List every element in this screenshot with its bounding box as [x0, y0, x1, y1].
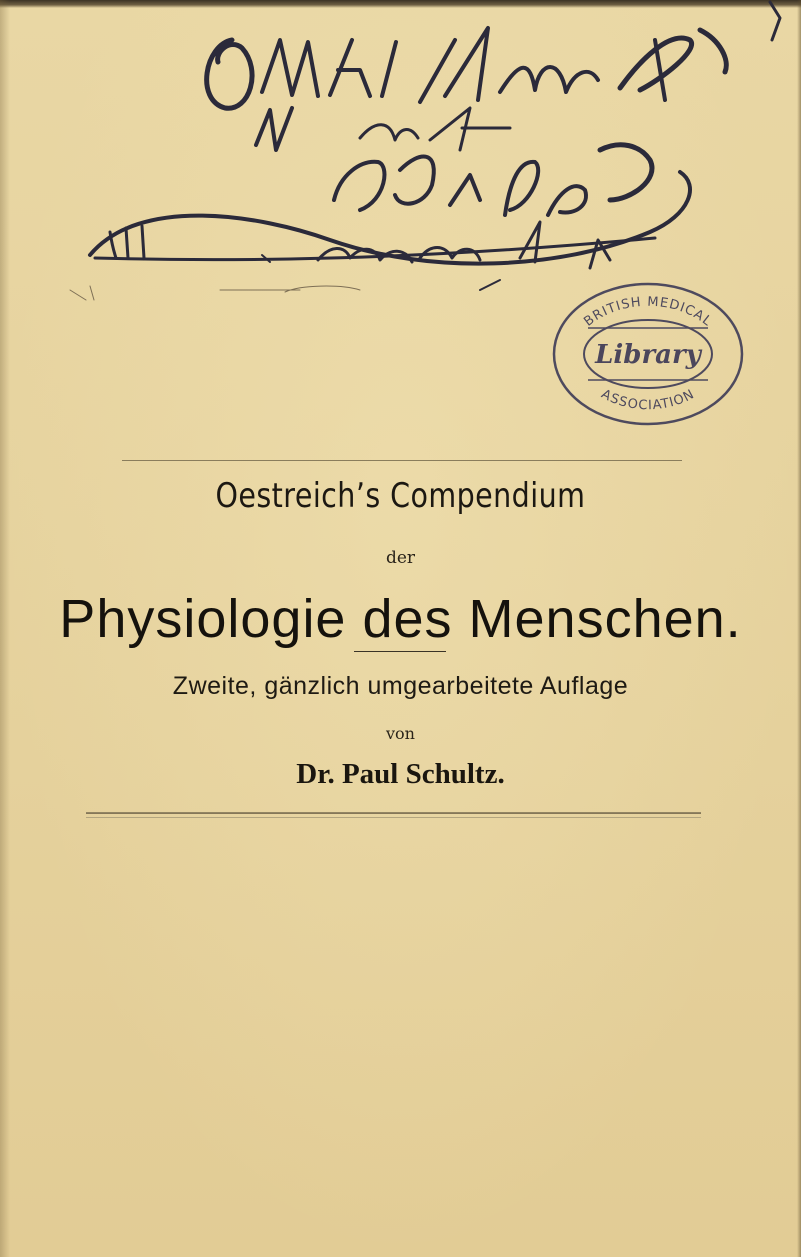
stamp-center-text: Library: [595, 340, 701, 370]
book-title: Oestreich’s Compendium: [215, 476, 586, 516]
edition-statement: Zweite, gänzlich umgearbeitete Auflage: [172, 672, 629, 700]
title-connector: der: [385, 548, 416, 568]
stamp-ring-top: BRITISH MEDICAL: [581, 294, 715, 330]
author-name: Dr. Paul Schultz.: [296, 758, 505, 790]
author-connector: von: [386, 724, 415, 743]
library-stamp: [548, 268, 748, 428]
bottom-rule: [86, 812, 701, 814]
bottom-rule-thin: [86, 817, 701, 818]
top-rule: [122, 460, 682, 461]
stamp-ring-bottom: ASSOCIATION: [598, 386, 698, 414]
middle-rule: [354, 651, 446, 652]
main-heading: Physiologie des Menschen.: [59, 589, 742, 649]
